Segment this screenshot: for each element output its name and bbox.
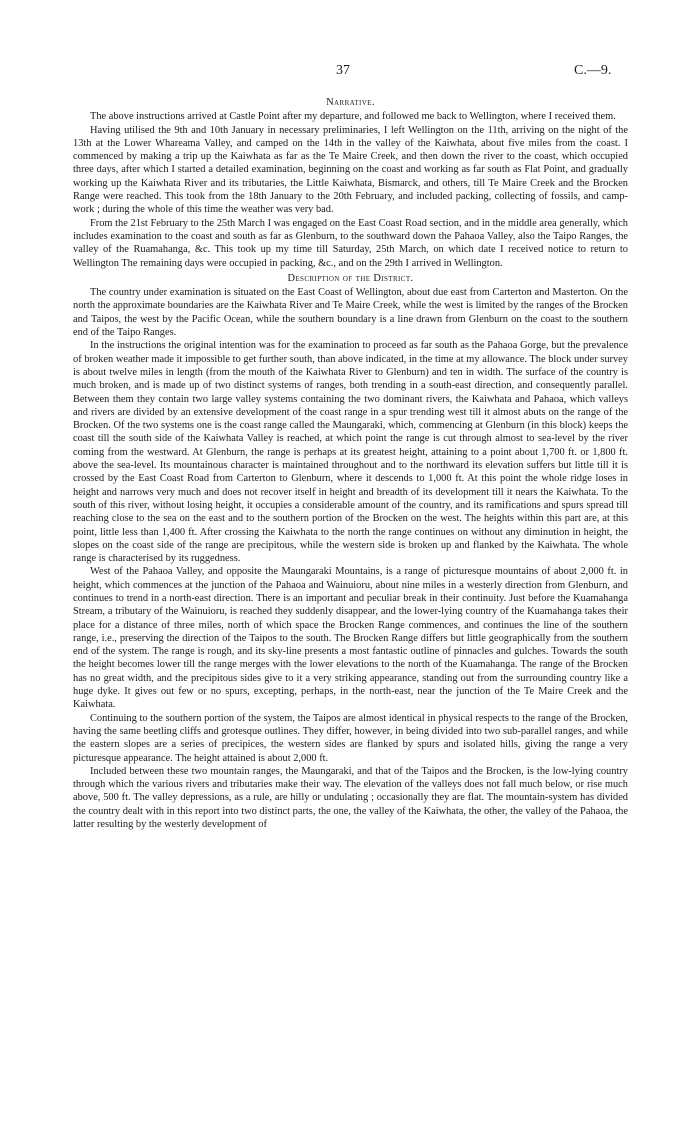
narrative-heading: Narrative. (326, 97, 375, 108)
document-reference: C.—9. (574, 63, 612, 78)
description-paragraph-4: Continuing to the southern portion of the system, the Taipos are almost identical in physical respects to the range of the Brocken, having the same beetling cliffs and grotesque outlines. They differ, however, in being divided into two sub-parallel ranges, and while the eastern slopes are a series of precipices, the western sides are flanked by spurs and isolated hills, giving the range a very picturesque appearance. The height attained is about 2,000 ft. (73, 712, 628, 764)
description-paragraph-5: Included between these two mountain ranges, the Maungaraki, and that of the Taipos and the Brocken, is the low-lying country through which the various rivers and tributaries make their way. The elevation of the valleys does not fall much below, or rise much above, 500 ft. The valley depressions, as a rule, are hilly or undulating ; occasionally they are flat. The mountain-system has divided the country dealt with in this report into two distinct parts, the one, the valley of the Kaiwhata, the other, the valley of the Pahaoa, the latter resulting by the westerly development of (73, 765, 628, 831)
description-paragraph-2: In the instructions the original intention was for the examination to proceed as far south as the Pahaoa Gorge, but the prevalence of broken weather made it impossible to get further south, than above indicated, in the time at my allowance. The block under survey is about twelve miles in length (from the mouth of the Kaiwhata River to Glenburn) and ten in width. The surface of the country is much broken, and is made up of two distinct systems of ranges, both trending in a south-east direction, and consequently parallel. Between them they contain two large valley systems containing the two dominant rivers, the Kaiwhata and Pahaoa, which valleys and rivers are divided by an extensive development of the coast range in a spur trending west till it almost abuts on the range of the Brocken. Of the two systems one is the coast range called the Maungaraki, which, commencing at Glenburn (in this block) keeps the coast till the south side of the Kaiwhata Valley is reached, at which point the range is cut through almost to sea-level by the river coming from the westward. At Glenburn, the range is perhaps at its greatest height, attaining to a point about 1,700 ft. or 1,800 ft. above the sea-level. Its mountainous character is maintained throughout and to the northward its elevation suffers but little till it is crossed by the East Coast Road from Carterton to Glenburn, where it descends to 1,000 ft. At this point the whole ridge loses in height and narrows very much and does not recover itself in height and breadth of its development till it nears the Kaiwhata. To the south of this river, without losing height, it occupies a considerable amount of the country, and its ramifications and spurs spread till reaching close to the sea on the east and to the southern portion of the Brocken on the west. The heights within this part are, at this point, little less than 1,400 ft. After crossing the Kaiwhata to the north the range continues on without any diminution in height, the slopes on the coast side of the range are precipitous, while the western side is broken up and flanked by the Kaiwhata. The whole range is characterised by its ruggedness. (73, 340, 628, 565)
page-header (0, 63, 700, 83)
description-paragraph-3: West of the Pahaoa Valley, and opposite the Maungaraki Mountains, is a range of picturesque mountains of about 2,000 ft. in height, which commences at the junction of the Pahaoa and Wainuioru, about nine miles in a westerly direction from Glenburn, and continues to trend in a north-east direction. There is an important and peculiar break in their continuity. Just before the Kuamahanga Stream, a tributary of the Wainuioru, is reached they suddenly disappear, and the lower-lying country of the Kuamahanga takes their place for a distance of three miles, north of which space the Brocken Range commences, and continues the line of the southern range, i.e., preserving the direction of the Taipos to the south. The Brocken Range differs but little geographically from the southern end of the system. The range is rough, and its sky-line presents a most fantastic outline of pinnacles and gulches. Towards the south the height becomes lower till the range merges with the lower elevations to the north of the Kuamahanga. The range of the Brocken has no great width, and the precipitous sides give to it a very striking appearance, standing out from the surrounding country like a huge dyke. It gives out few or no spurs, excepting, perhaps, in the north-east, near the junction of the Te Maire Creek and the Kaiwhata. (73, 566, 628, 711)
narrative-paragraph-1: The above instructions arrived at Castle Point after my departure, and followed me back to Wellington, where I received them. (90, 111, 616, 123)
description-heading: Description of the District. (287, 272, 414, 284)
narrative-paragraph-2: Having utilised the 9th and 10th January in necessary preliminaries, I left Wellington on the 11th, arriving on the night of the 13th at the Lower Whareama Valley, and camped on the 14th in the valley of the Kaiwhata, about five miles from the coast. I commenced by making a trip up the Kaiwhata as far as the Te Maire Creek, and then down the river to the coast, which occupied three days, after which I started a detailed examination, beginning on the coast and working as far south as Flat Point, and gradually working up the Kaiwhata River and its tributaries, the Little Kaiwhata, Bismarck, and others, till Te Maire Creek and the Brocken Range were reached. This took from the 18th January to the 20th February, and included packing, collecting of fossils, and camp-work ; during the whole of this time the weather was very bad. (73, 124, 628, 216)
description-paragraph-1: The country under examination is situated on the East Coast of Wellington, about due east from Carterton and Masterton. On the north the approximate boundaries are the Kaiwhata River and Te Maire Creek, while the west is limited by the ranges of the Brocken and Taipos, the west by the Pacific Ocean, while the southern boundary is a line drawn from Glenburn on the coast to the southern end of the Taipo Ranges. (73, 287, 628, 339)
document-body (73, 96, 628, 831)
narrative-paragraph-3: From the 21st February to the 25th March I was engaged on the East Coast Road section, and in the middle area generally, which includes examination to the coast and south as far as Glenburn, to the southward down the Pahaoa Valley, also the Taipo Ranges, the valley of the Ruamahanga, &c. This took up my time till Saturday, 25th March, on which date I received notice to return to Wellington The remaining days were occupied in packing, &c., and on the 29th I arrived in Wellington. (73, 217, 628, 269)
page-number: 37 (336, 63, 350, 78)
